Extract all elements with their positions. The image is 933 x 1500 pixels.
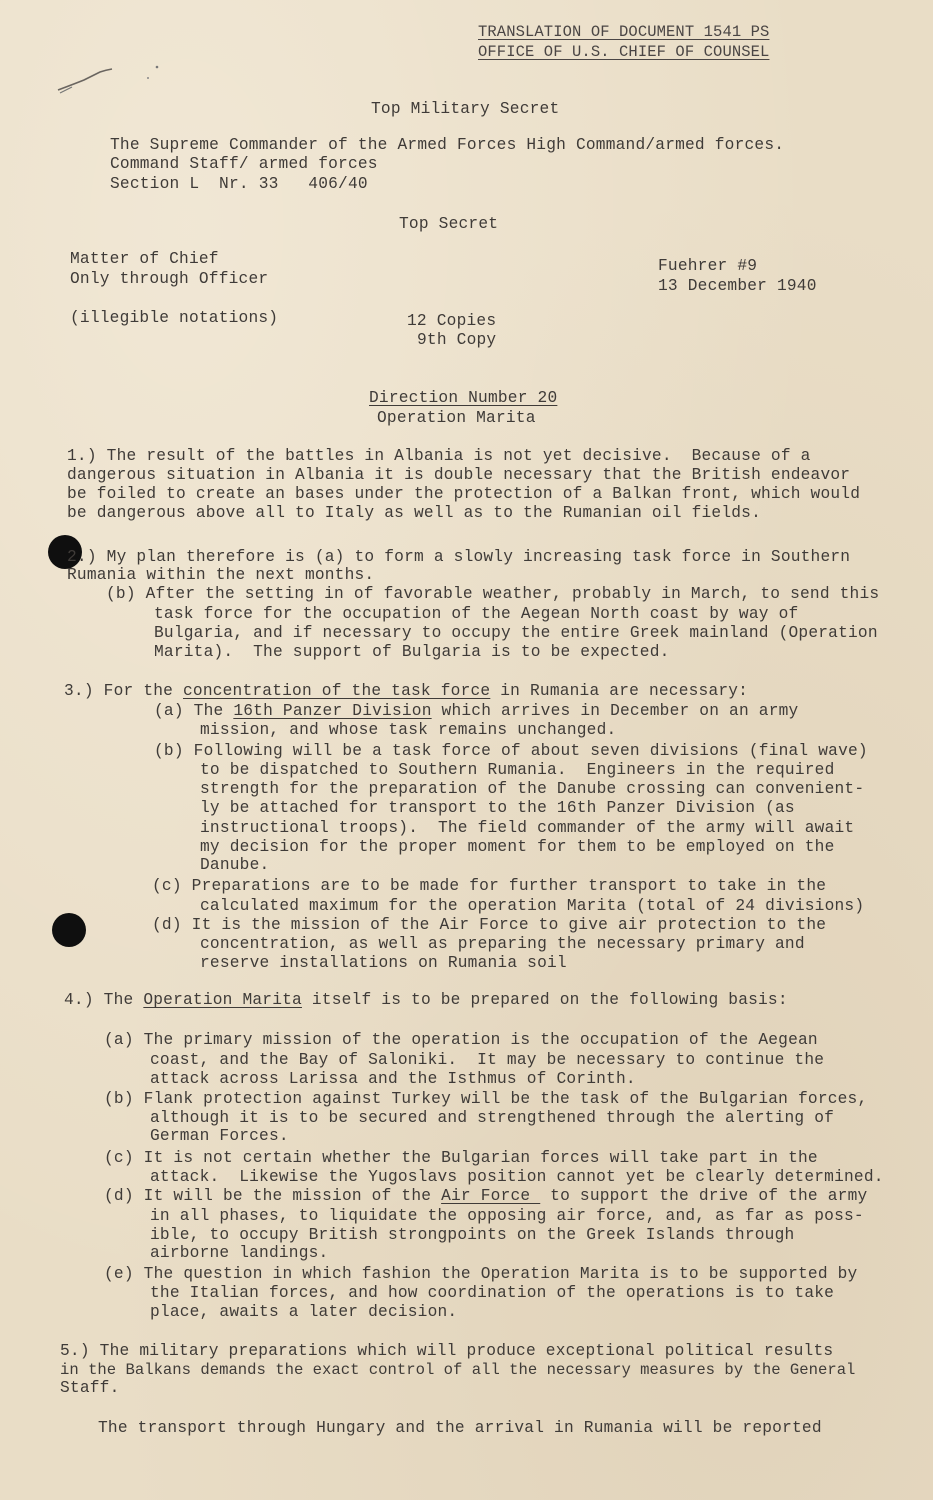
p3d-line: reserve installations on Rumania soil	[200, 954, 567, 972]
p4a-line: coast, and the Bay of Saloniki. It may be necessary to continue the	[150, 1051, 825, 1069]
operation-title: Operation Marita	[377, 409, 536, 427]
p1-line: be foiled to create an bases under the protection of a Balkan front, which would	[67, 485, 861, 503]
p1-line: be dangerous above all to Italy as well as to the Rumanian oil fields.	[67, 504, 761, 522]
punch-hole-bottom	[52, 913, 86, 947]
p4e-line: place, awaits a later decision.	[150, 1303, 458, 1321]
pencil-mark	[52, 60, 162, 100]
p3-intro: 3.) For the concentration of the task force in Rumania are necessary:	[64, 682, 749, 700]
p5-line: 5.) The military preparations which will produce exceptional political results	[60, 1342, 834, 1360]
translation-header: TRANSLATION OF DOCUMENT 1541 PS	[478, 23, 770, 41]
p2-line: (b) After the setting in of favorable weather, probably in March, to send this	[106, 585, 880, 603]
p4b-line: although it is to be secured and strengthened through the alerting of	[150, 1109, 835, 1127]
p3b-line: Danube.	[200, 856, 270, 874]
p4d-first-line: (d) It will be the mission of the Air Force to support the drive of the army	[104, 1187, 868, 1205]
p3b-line: (b) Following will be a task force of about seven divisions (final wave)	[154, 742, 868, 760]
p3b-line: strength for the preparation of the Danube crossing can convenient-	[200, 780, 865, 798]
issuer-line-3: Section L Nr. 33 406/40	[110, 175, 368, 193]
p2-line: Rumania within the next months.	[67, 566, 375, 584]
p3d-line: concentration, as well as preparing the necessary primary and	[200, 935, 805, 953]
p4e-line: the Italian forces, and how coordination of the operations is to take	[150, 1284, 835, 1302]
p3b-line: instructional troops). The field commander of the army will await	[200, 819, 855, 837]
p2-line: Bulgaria, and if necessary to occupy the entire Greek mainland (Operation	[154, 624, 878, 642]
copy-number: 9th Copy	[417, 331, 497, 349]
p4d-line: airborne landings.	[150, 1244, 329, 1262]
p4c-line: (c) It is not certain whether the Bulgarian forces will take part in the	[104, 1149, 818, 1167]
classification-top-secret: Top Secret	[399, 215, 499, 233]
p5-line: in the Balkans demands the exact control of all the necessary measures by the General	[60, 1361, 856, 1379]
p3a-first-line: (a) The 16th Panzer Division which arrives in December on an army	[154, 702, 799, 720]
fuehrer-reference: Fuehrer #9	[658, 257, 758, 275]
illegible-notations: (illegible notations)	[70, 309, 279, 327]
p2-line: task force for the occupation of the Aegean North coast by way of	[154, 605, 799, 623]
office-header: OFFICE OF U.S. CHIEF OF COUNSEL	[478, 43, 770, 61]
p3b-line: my decision for the proper moment for them to be employed on the	[200, 838, 835, 856]
p4a-line: (a) The primary mission of the operation is the occupation of the Aegean	[104, 1031, 818, 1049]
p3c-line: (c) Preparations are to be made for further transport to take in the	[152, 877, 827, 895]
issuer-line-1: The Supreme Commander of the Armed Forces High Command/armed forces.	[110, 136, 785, 154]
p5-line: Staff.	[60, 1379, 120, 1397]
p1-line: 1.) The result of the battles in Albania is not yet decisive. Because of a	[67, 447, 811, 465]
classification-top-military-secret: Top Military Secret	[371, 100, 560, 118]
p4b-line: (b) Flank protection against Turkey will be the task of the Bulgarian forces,	[104, 1090, 868, 1108]
p4-intro: 4.) The Operation Marita itself is to be prepared on the following basis:	[64, 991, 788, 1009]
copy-count: 12 Copies	[407, 312, 497, 330]
p3b-line: to be dispatched to Southern Rumania. Engineers in the required	[200, 761, 835, 779]
handling-line-1: Matter of Chief	[70, 250, 219, 268]
p3b-line: ly be attached for transport to the 16th Panzer Division (as	[200, 799, 795, 817]
direction-title: Direction Number 20	[369, 389, 558, 407]
document-date: 13 December 1940	[658, 277, 817, 295]
p4c-line: attack. Likewise the Yugoslavs position cannot yet be clearly determined.	[150, 1168, 884, 1186]
p4e-line: (e) The question in which fashion the Operation Marita is to be supported by	[104, 1265, 858, 1283]
issuer-line-2: Command Staff/ armed forces	[110, 155, 378, 173]
p3c-line: calculated maximum for the operation Marita (total of 24 divisions)	[200, 897, 865, 915]
p3a-line: mission, and whose task remains unchanged.	[200, 721, 617, 739]
handling-line-2: Only through Officer	[70, 270, 269, 288]
p2-line: Marita). The support of Bulgaria is to be expected.	[154, 643, 670, 661]
p1-line: dangerous situation in Albania it is double necessary that the British endeavor	[67, 466, 851, 484]
p4a-line: attack across Larissa and the Isthmus of Corinth.	[150, 1070, 636, 1088]
p4d-line: in all phases, to liquidate the opposing air force, and, as far as poss-	[150, 1207, 864, 1225]
p4d-line: ible, to occupy British strongpoints on the Greek Islands through	[150, 1226, 795, 1244]
p4b-line: German Forces.	[150, 1127, 289, 1145]
p6-line: The transport through Hungary and the arrival in Rumania will be reported	[98, 1419, 822, 1437]
p3d-line: (d) It is the mission of the Air Force to give air protection to the	[152, 916, 827, 934]
p2-line: 2.) My plan therefore is (a) to form a slowly increasing task force in Southern	[67, 548, 851, 566]
